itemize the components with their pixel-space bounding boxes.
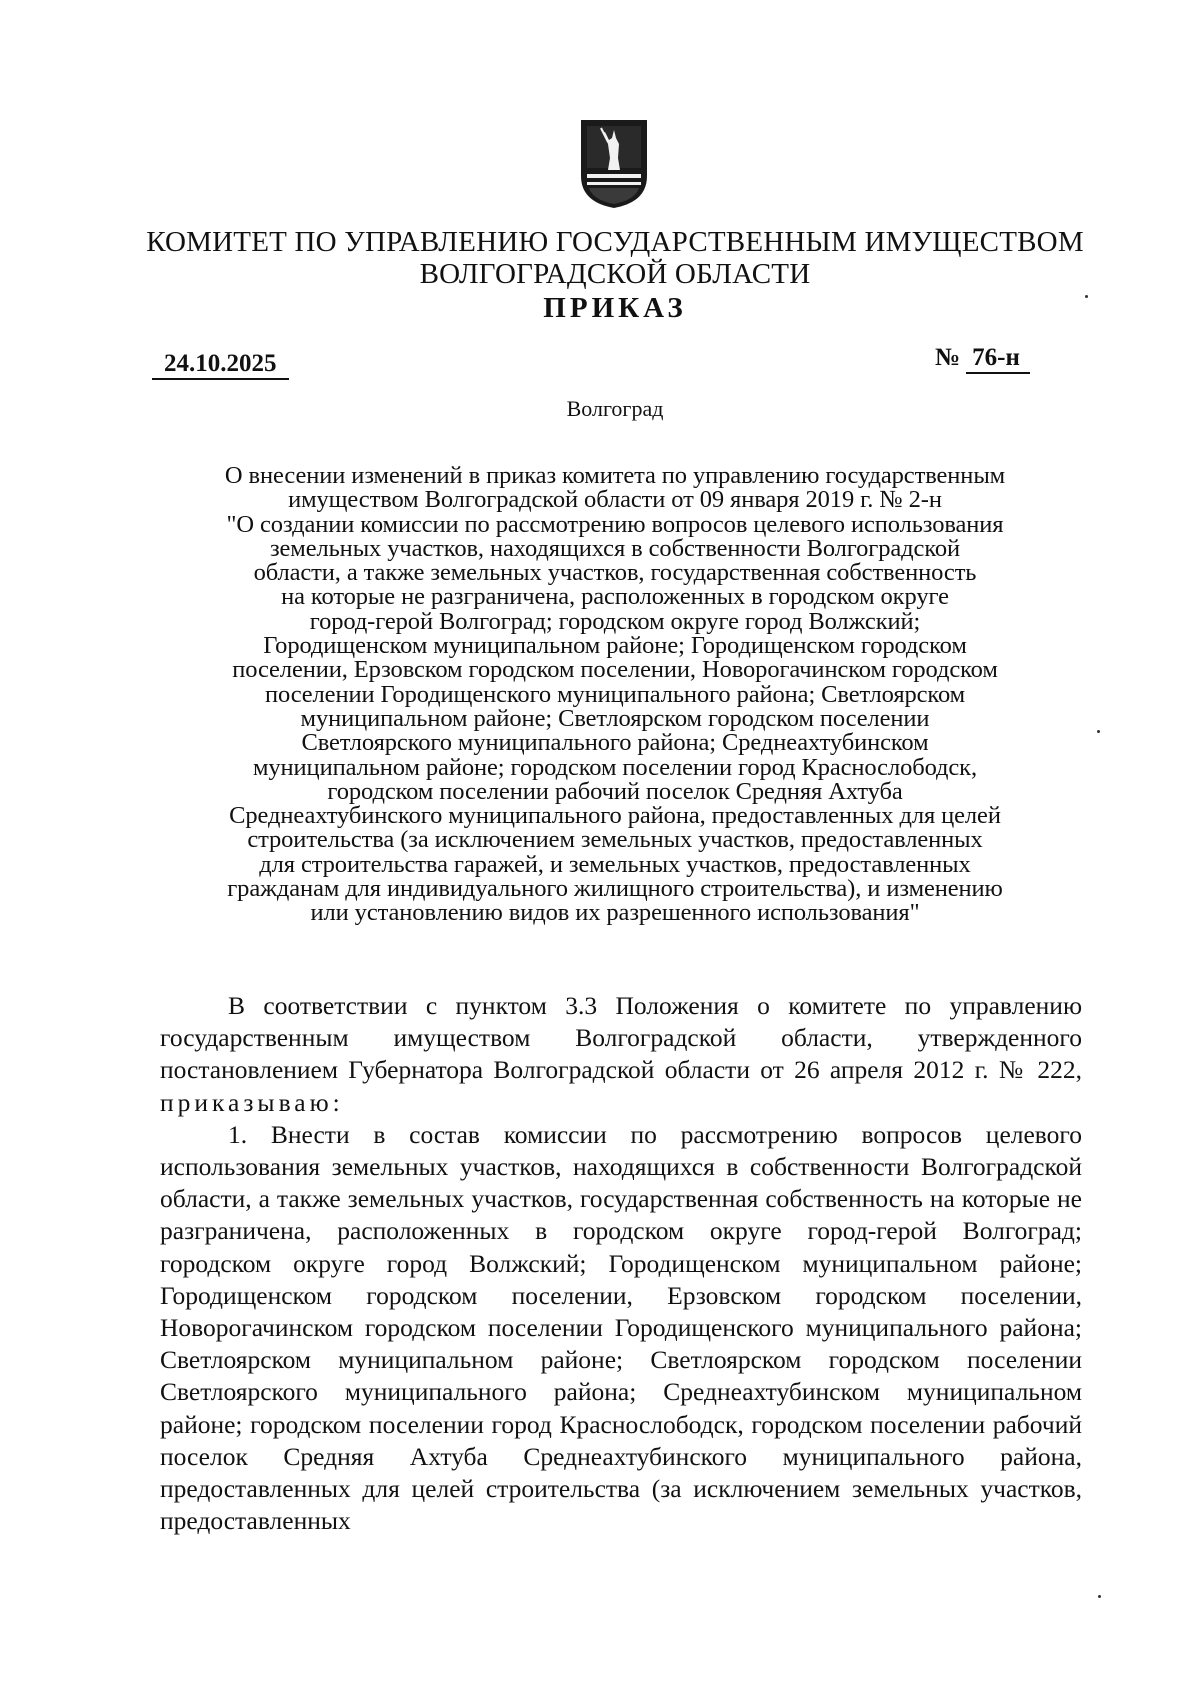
order-word: приказываю: xyxy=(160,1087,344,1117)
volgograd-coat-of-arms-icon xyxy=(575,118,653,210)
title-line: или установлению видов их разрешенного использования" xyxy=(310,899,920,927)
document-type: ПРИКАЗ xyxy=(543,292,687,324)
document-body xyxy=(160,990,1082,1537)
organization-line-1: КОМИТЕТ ПО УПРАВЛЕНИЮ ГОСУДАРСТВЕННЫМ ИМУЩЕСТВОМ xyxy=(146,226,1084,258)
title-line: Светлоярского муниципального района; Среднеахтубинском xyxy=(301,729,929,757)
title-line: области, а также земельных участков, государственная собственность xyxy=(253,559,977,587)
document-date: 24.10.2025 xyxy=(152,350,289,380)
scan-artifact xyxy=(1085,295,1088,298)
preamble-paragraph xyxy=(160,990,1082,1119)
document-title xyxy=(150,464,1080,926)
document-number xyxy=(935,344,1030,374)
title-line: Городищенском муниципальном районе; Городищенском городском xyxy=(263,632,967,660)
title-line: на которые не разграничена, расположенных в городском округе xyxy=(281,583,949,611)
organization-line-2: ВОЛГОГРАДСКОЙ ОБЛАСТИ xyxy=(419,258,811,290)
title-line: муниципальном районе; городском поселении город Краснослободск, xyxy=(252,753,977,781)
title-line: для строительства гаражей, и земельных участков, предоставленных xyxy=(259,850,971,878)
scan-artifact xyxy=(1097,730,1100,733)
preamble-text: В соответствии с пунктом 3.3 Положения о комитете по управлению государственным имуществом Волгоградской области, утвержденного постановлением Губернатора Волгоградской области от 26 апреля 2012 г. № 222, xyxy=(160,991,1082,1085)
item-1-paragraph: 1. Внести в состав комиссии по рассмотрению вопросов целевого использования земельных участков, находящихся в собственности Волгоградской области, а также земельных участков, государственная собственность на которые не разграничена, расположенных в городском округе город-герой Волгоград; городском округе город Волжский; Городищенском муниципальном районе; Городищенском городском поселении, Ерзовском городском поселении, Новорогачинском городском поселении Городищенского муниципального района; Светлоярском муниципальном районе; Светлоярском городском поселении Светлоярского муниципального района; Среднеахтубинском муниципальном районе; городском поселении город Краснослободск, городском поселении рабочий поселок Средняя Ахтуба Среднеахтубинского муниципального района, предоставленных для целей строительства (за исключением земельных участков, предоставленных xyxy=(160,1119,1082,1536)
organization-name xyxy=(120,226,1110,290)
title-line: Среднеахтубинского муниципального района, предоставленных для целей xyxy=(229,802,1001,830)
title-line: муниципальном районе; Светлоярском городском поселении xyxy=(300,704,930,732)
title-line: поселении Городищенского муниципального района; Светлоярском xyxy=(264,680,966,708)
title-line: имуществом Волгоградской области от 09 января 2019 г. № 2-н xyxy=(288,486,942,514)
title-line: город-герой Волгоград; городском округе город Волжский; xyxy=(309,607,921,635)
title-line: строительства (за исключением земельных участков, предоставленных xyxy=(247,826,983,854)
title-line: О внесении изменений в приказ комитета по управлению государственным xyxy=(224,462,1006,489)
title-line: земельных участков, находящихся в собственности Волгоградской xyxy=(269,534,961,562)
title-line: поселении, Ерзовском городском поселении, Новорогачинском городском xyxy=(232,656,998,684)
scan-artifact xyxy=(1098,1595,1101,1598)
number-label: № xyxy=(935,344,961,371)
title-line: "О создании комиссии по рассмотрению вопросов целевого использования xyxy=(226,510,1004,538)
title-line: городском поселении рабочий поселок Средняя Ахтуба xyxy=(327,777,903,805)
document-city: Волгоград xyxy=(566,396,664,421)
number-value: 76-н xyxy=(966,344,1030,374)
title-line: гражданам для индивидуального жилищного строительства), и изменению xyxy=(227,875,1003,903)
